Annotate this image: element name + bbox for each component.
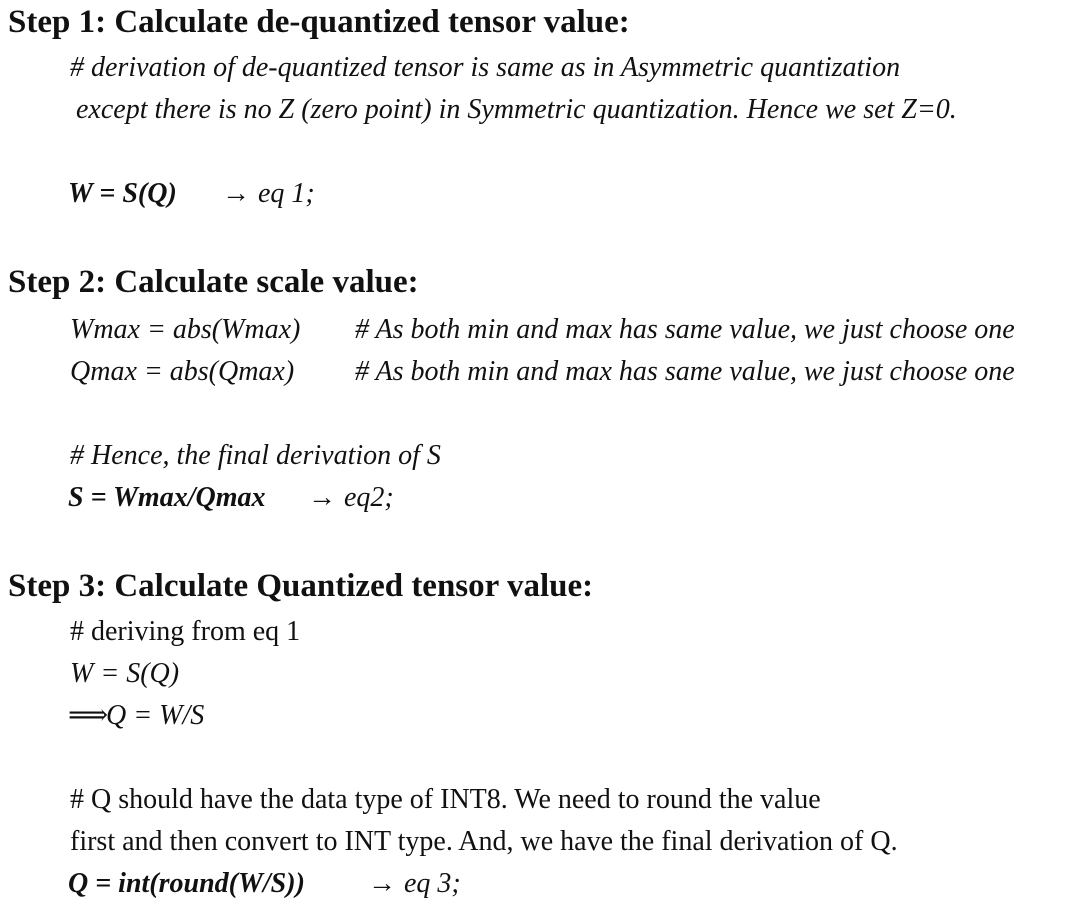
step3-comment-line2: first and then convert to INT type. And, we have the final derivation of Q. (70, 826, 898, 857)
step3-line-q: Q = W/S (106, 700, 205, 731)
eq1-label: eq 1; (258, 178, 315, 209)
step3-line-w: W = S(Q) (70, 658, 180, 689)
eq2-arrow-icon: → (308, 482, 336, 513)
qmax-comment: # As both min and max has same value, we just choose one (355, 356, 1015, 387)
eq3-label: eq 3; (404, 868, 461, 899)
step1-comment-line1: # derivation of de-quantized tensor is same as in Asymmetric quantization (70, 52, 901, 83)
step1-heading: Step 1: Calculate de-quantized tensor value: (8, 4, 630, 40)
eq3-arrow-icon: → (368, 868, 396, 899)
eq1-arrow-icon: → (222, 178, 250, 209)
wmax-formula: Wmax = abs(Wmax) (70, 314, 301, 345)
qmax-formula: Qmax = abs(Qmax) (70, 356, 295, 387)
eq2-formula: S = Wmax/Qmax (68, 482, 266, 513)
step3-comment-deriving: # deriving from eq 1 (70, 616, 301, 647)
implies-icon: ⟹ (68, 700, 109, 731)
step1-comment-line2: except there is no Z (zero point) in Symmetric quantization. Hence we set Z=0. (76, 94, 957, 125)
step3-heading: Step 3: Calculate Quantized tensor value: (8, 568, 594, 604)
eq1-formula: W = S(Q) (68, 178, 177, 209)
step3-comment-line1: # Q should have the data type of INT8. We need to round the value (70, 784, 821, 815)
step2-heading: Step 2: Calculate scale value: (8, 264, 419, 300)
eq3-formula: Q = int(round(W/S)) (68, 868, 305, 899)
wmax-comment: # As both min and max has same value, we just choose one (355, 314, 1015, 345)
eq2-label: eq2; (344, 482, 394, 513)
step2-final-comment: # Hence, the final derivation of S (70, 440, 441, 471)
